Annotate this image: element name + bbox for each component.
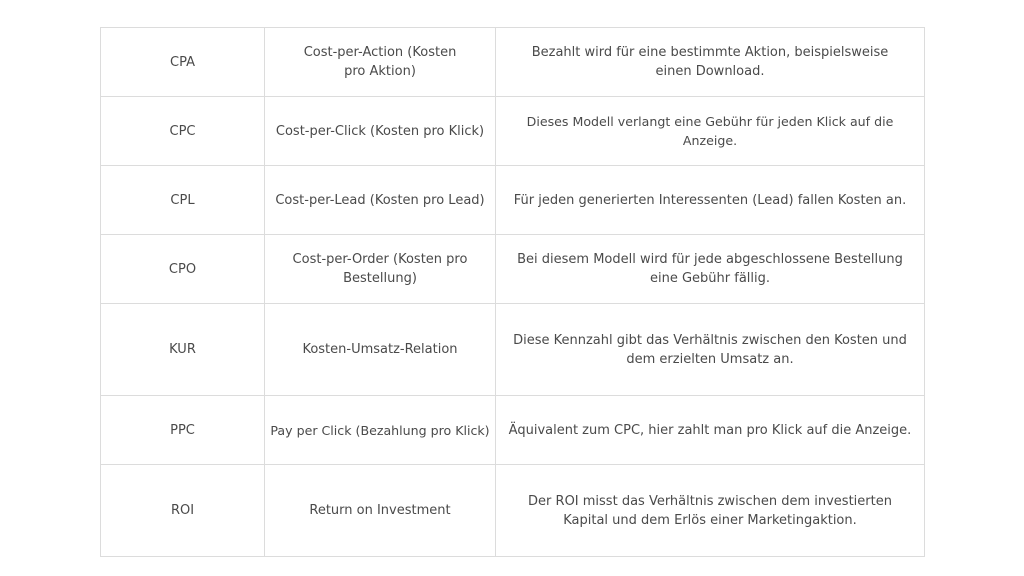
abbreviation-cell: KUR — [101, 304, 265, 396]
term-cell: Cost-per-Click (Kosten pro Klick) — [265, 97, 496, 166]
description-cell: Äquivalent zum CPC, hier zahlt man pro Klick auf die Anzeige. — [496, 396, 925, 465]
abbreviation-cell: PPC — [101, 396, 265, 465]
term-cell: Return on Investment — [265, 465, 496, 557]
term-cell: Cost-per-Order (Kosten pro Bestellung) — [265, 235, 496, 304]
glossary-table-container — [100, 27, 924, 557]
abbreviation-cell: CPC — [101, 97, 265, 166]
table-row — [101, 304, 925, 396]
term-cell: Cost-per-Lead (Kosten pro Lead) — [265, 166, 496, 235]
abbreviation-cell: CPL — [101, 166, 265, 235]
description-cell: Für jeden generierten Interessenten (Lead) fallen Kosten an. — [496, 166, 925, 235]
glossary-table — [100, 27, 925, 557]
abbreviation-cell: ROI — [101, 465, 265, 557]
table-row — [101, 465, 925, 557]
description-cell: Bezahlt wird für eine bestimmte Aktion, beispielsweise einen Download. — [496, 28, 925, 97]
abbreviation-cell: CPA — [101, 28, 265, 97]
term-cell: Cost-per-Action (Kosten pro Aktion) — [265, 28, 496, 97]
abbreviation-cell: CPO — [101, 235, 265, 304]
table-row — [101, 28, 925, 97]
description-cell: Der ROI misst das Verhältnis zwischen dem investierten Kapital und dem Erlös einer Marketingaktion. — [496, 465, 925, 557]
description-cell: Bei diesem Modell wird für jede abgeschlossene Bestellung eine Gebühr fällig. — [496, 235, 925, 304]
description-cell: Diese Kennzahl gibt das Verhältnis zwischen den Kosten und dem erzielten Umsatz an. — [496, 304, 925, 396]
term-cell: Kosten-Umsatz-Relation — [265, 304, 496, 396]
term-cell: Pay per Click (Bezahlung pro Klick) — [265, 396, 496, 465]
table-row — [101, 396, 925, 465]
table-row — [101, 166, 925, 235]
table-row — [101, 97, 925, 166]
description-cell: Dieses Modell verlangt eine Gebühr für jeden Klick auf die Anzeige. — [496, 97, 925, 166]
table-row — [101, 235, 925, 304]
